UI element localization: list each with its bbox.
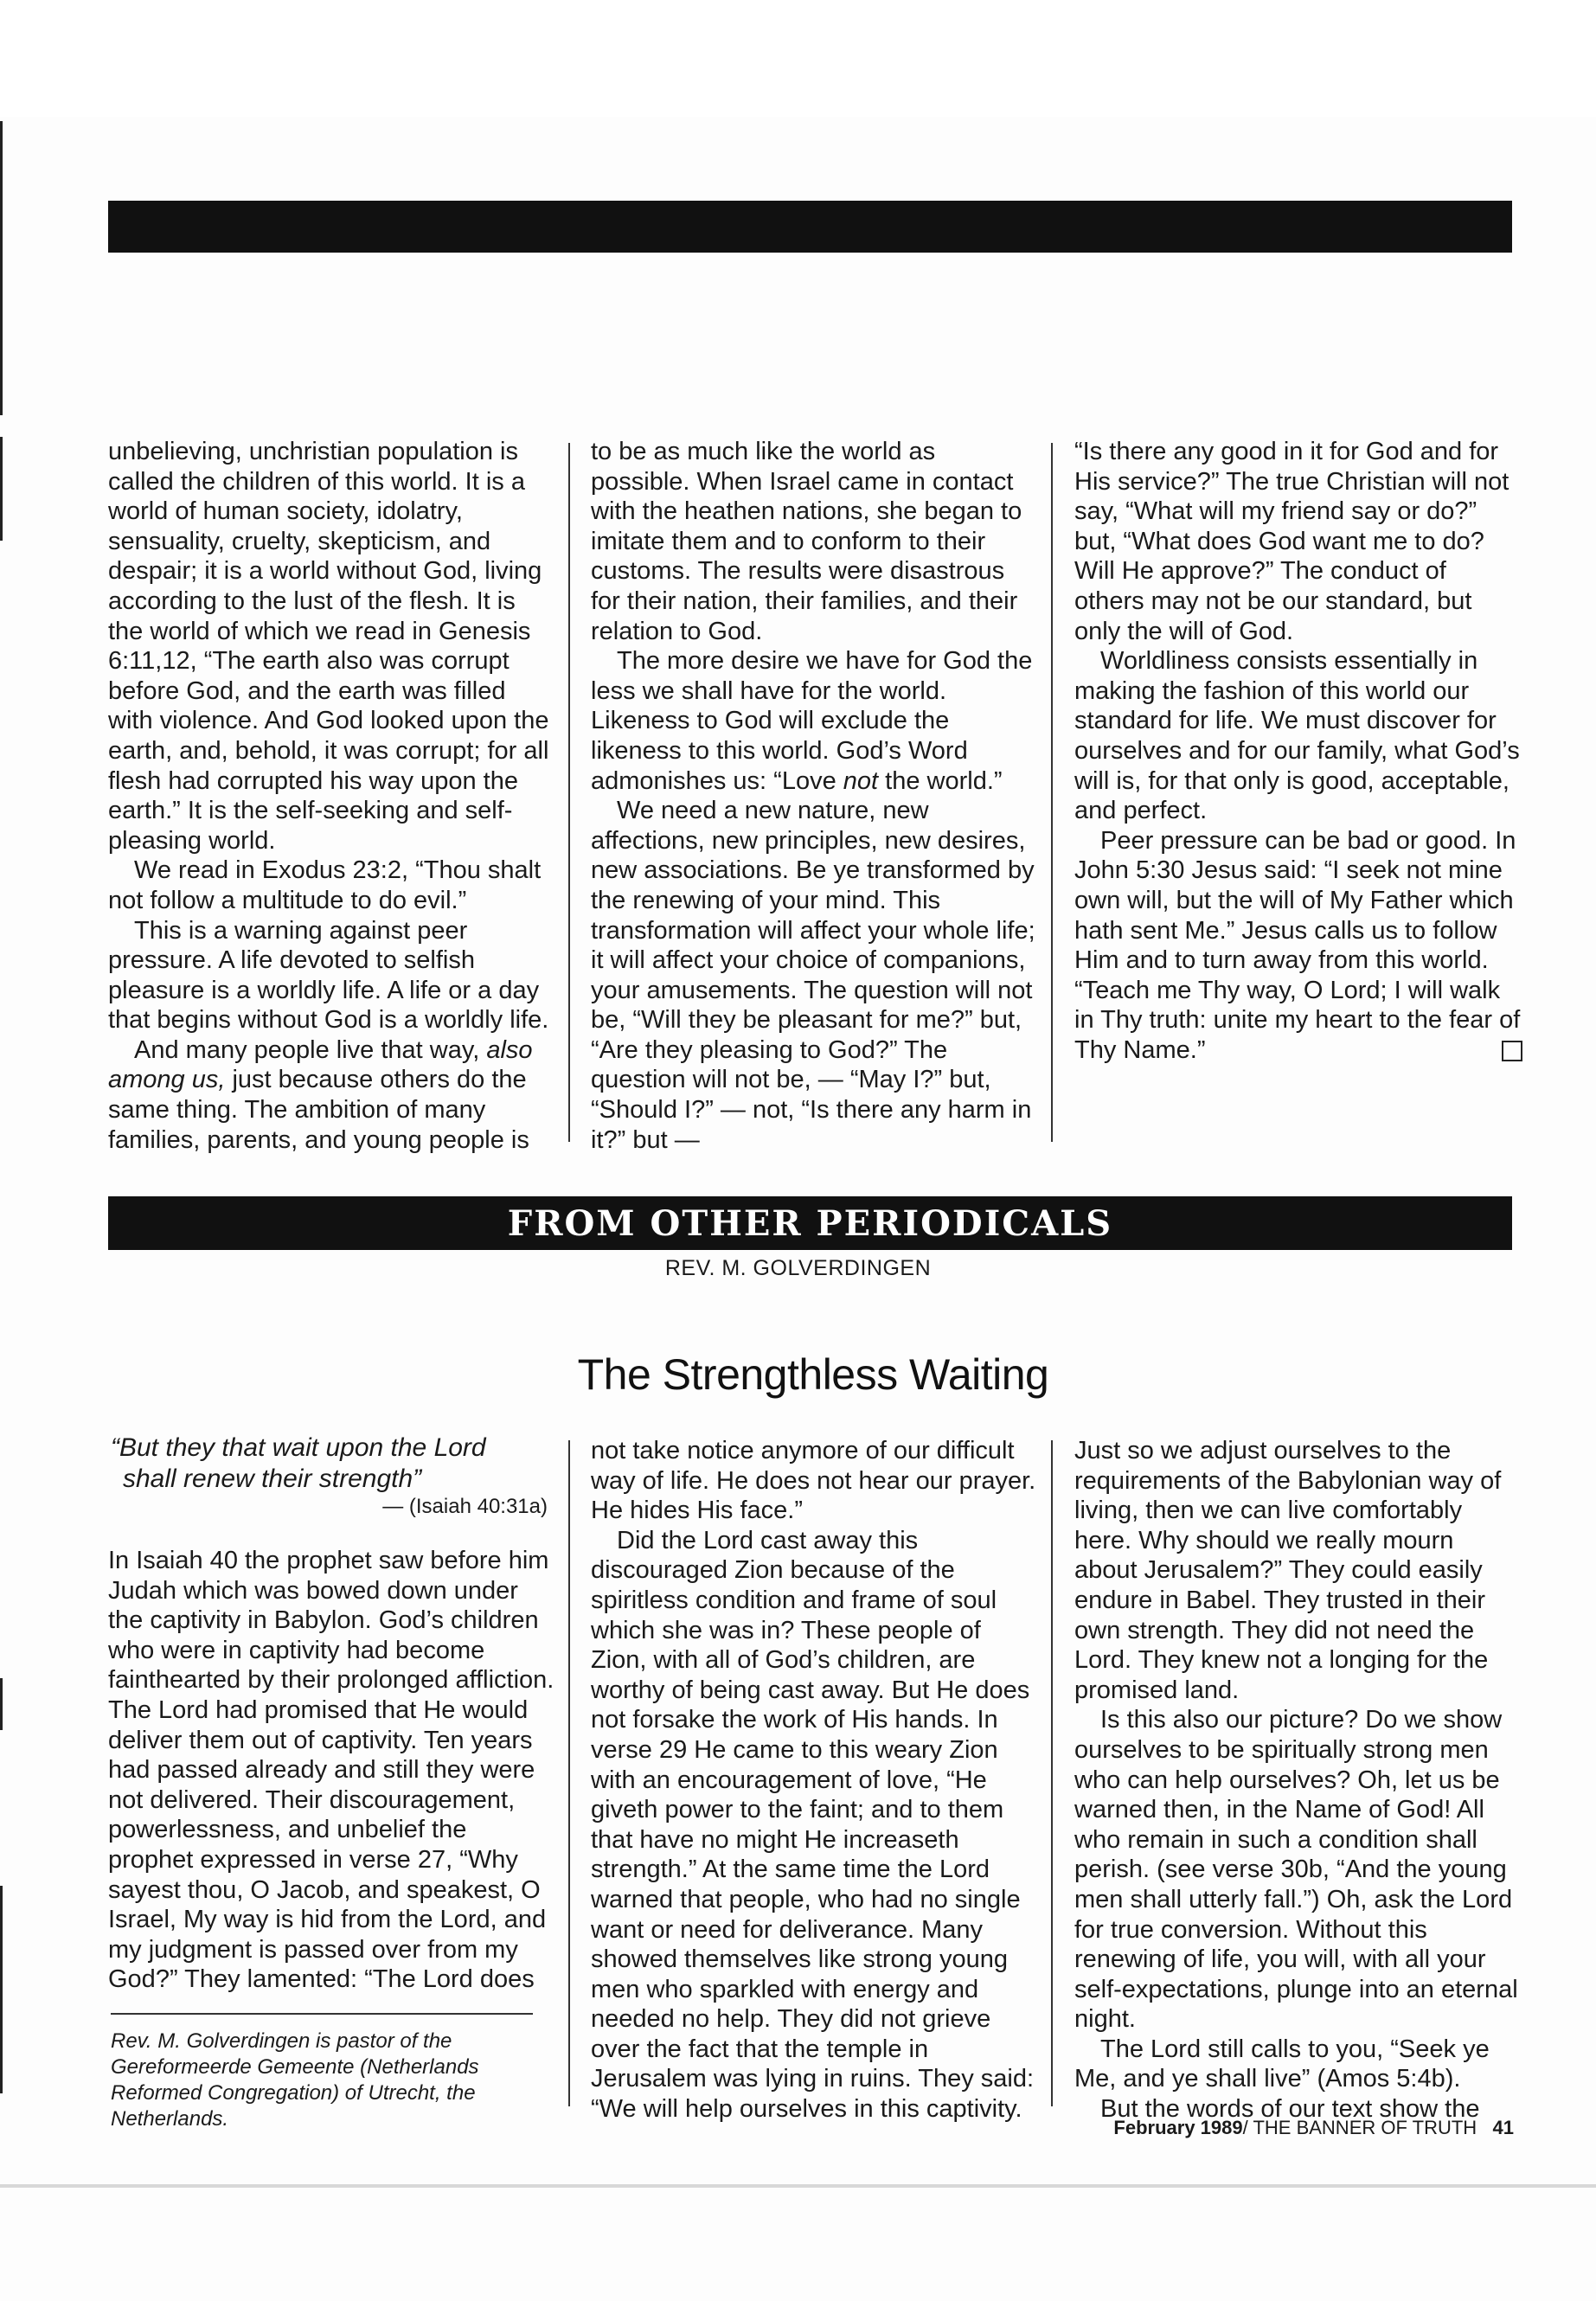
paragraph xyxy=(1074,1705,1522,2035)
page-number: 41 xyxy=(1492,2117,1514,2138)
text-run: This is a warning against peer pressure. A life devoted to selfish pleasure is a worldly life. A life or a day that begins without God is a worldly life. xyxy=(108,916,549,1035)
epigraph-line-2: shall renew their strength” xyxy=(123,1465,422,1493)
paragraph xyxy=(591,1436,1039,1526)
scan-edge-mark xyxy=(0,1678,3,1730)
column-rule xyxy=(1051,443,1053,1142)
top-column-2 xyxy=(591,437,1039,1155)
scan-edge-mark xyxy=(0,437,3,541)
italic-text: also among us, xyxy=(108,1035,533,1094)
bottom-column-1 xyxy=(108,1546,556,1995)
bottom-column-2 xyxy=(591,1436,1039,2125)
paragraph xyxy=(1074,646,1522,826)
text-run: Just so we adjust ourselves to the requirements of the Babylonian way of living, then we can live comfortably here. Why should we really mourn about Jerusalem?” They could easily endure in Babel. They trusted in their own strength. They did not need the Lord. They knew not a longing for the promised land. xyxy=(1074,1437,1502,1704)
text-run: We need a new nature, new affections, new principles, new desires, new associations. Be ye transformed by the renewing of your mind. This transformation will affect your whole life; it will affect your choice of companions, your amusements. The question will not be, “Will they be pleasant for me?” but, “Are they pleasing to God?” The question will not be, — “May I?” but, “Should I?” — not, “Is there any harm in it?” but — xyxy=(591,797,1035,1154)
bottom-column-3 xyxy=(1074,1436,1522,2125)
column-rule xyxy=(1051,1440,1053,2106)
paragraph xyxy=(108,856,556,915)
scan-edge-mark xyxy=(0,121,3,415)
paragraph xyxy=(108,916,556,1035)
top-column-3 xyxy=(1074,437,1522,1065)
header-black-bar xyxy=(108,201,1512,253)
scan-edge-mark xyxy=(0,1886,3,2093)
paragraph xyxy=(591,1526,1039,2125)
page-footer xyxy=(952,2117,1514,2139)
section-banner-title: FROM OTHER PERIODICALS xyxy=(507,1202,1113,1244)
page-bottom-edge xyxy=(0,2184,1596,2188)
paragraph xyxy=(591,796,1039,1155)
paragraph xyxy=(1074,437,1522,646)
paragraph xyxy=(108,437,556,856)
text-run: just because others do the same thing. The ambition of many families, parents, and young people is xyxy=(108,1066,529,1154)
top-margin xyxy=(0,0,1596,117)
text-run: Worldliness consists essentially in making the fashion of this world our standard for life. We must discover for ourselves and for our family, what God’s will is, for that only is good, acceptable, and perfect. xyxy=(1074,647,1520,825)
text-run: In Isaiah 40 the prophet saw before him Judah which was bowed down under the captivity in Babylon. God’s children who were in captivity had become fainthearted by their prolonged affliction. The Lord had promised that He would deliver them out of captivity. Ten years had passed already and still they were not delivered. Their discouragement, powerlessness, and unbelief the prophet expressed in verse 27, “Why sayest thou, O Jacob, and speakest, O Israel, My way is hid from the Lord, and my judgment is passed over from my God?” They lamented: “The Lord does xyxy=(108,1547,554,1994)
paragraph xyxy=(1074,2035,1522,2094)
text-run: not take notice anymore of our difficult way of life. He does not hear our prayer. He hides His face.” xyxy=(591,1437,1036,1525)
text-run: The more desire we have for God the less we shall have for the world. Likeness to God will exclude the likeness to this world. God’s Word admonishes us: “Love xyxy=(591,647,1033,795)
author-note-rule xyxy=(111,2013,533,2015)
text-run: to be as much like the world as possible. When Israel came in contact with the heathen nations, she began to imitate them and to conform to their customs. The results were disastrous for their nation, their families, and their relation to God. xyxy=(591,438,1022,645)
epigraph xyxy=(111,1433,548,1495)
text-run: And many people live that way, xyxy=(134,1035,487,1064)
end-square-icon xyxy=(1502,1041,1522,1061)
footer-date: February 1989 xyxy=(1113,2117,1243,2138)
epigraph-line-1: “But they that wait upon the Lord xyxy=(111,1433,486,1462)
end-mark-icon xyxy=(1471,1035,1522,1066)
article-headline: The Strengthless Waiting xyxy=(577,1350,1049,1399)
text-run: But the words of our text show the xyxy=(1100,2095,1480,2124)
paragraph xyxy=(1074,826,1522,1066)
author-byline: REV. M. GOLVERDINGEN xyxy=(664,1256,932,1280)
paragraph xyxy=(591,437,1039,646)
text-run: the world.” xyxy=(878,766,1003,795)
text-run: Is this also our picture? Do we show ourselves to be spiritually strong men who can help ourselves? Oh, let us be warned then, in the Name of God! All who remain in such a condition shall perish. (see verse 30b, “And the young men shall utterly fall.”) Oh, ask the Lord for true conversion. Without this renewing of life, you will, with all your self-expectations, plunge into an eternal night. xyxy=(1074,1706,1518,2034)
epigraph-reference: — (Isaiah 40:31a) xyxy=(382,1495,548,1518)
text-run: The Lord still calls to you, “Seek ye Me, and ye shall live” (Amos 5:4b). xyxy=(1074,2035,1490,2093)
paragraph xyxy=(591,646,1039,796)
footer-publication: / THE BANNER OF TRUTH xyxy=(1242,2117,1477,2138)
paragraph xyxy=(108,1546,556,1995)
paragraph xyxy=(1074,1436,1522,1705)
text-run: Did the Lord cast away this discouraged Zion because of the spiritless condition and frame of soul which she was in? These people of Zion, with all of God’s children, are worthy of being cast away. But He does not forsake the work of His hands. In verse 29 He came to this weary Zion with an encouragement of love, “He giveth power to the faint; and to them that have no might He increaseth strength.” At the same time the Lord warned that people, who had no single want or need for deliverance. Many showed themselves like strong young men who sparkled with energy and needed no help. They did not grieve over the fact that the temple in Jerusalem was lying in ruins. They said: “We will help ourselves in this captivity. xyxy=(591,1526,1035,2124)
text-run: We read in Exodus 23:2, “Thou shalt not follow a multitude to do evil.” xyxy=(108,856,542,914)
section-banner xyxy=(108,1196,1512,1250)
paragraph xyxy=(108,1035,556,1155)
top-column-1 xyxy=(108,437,556,1155)
text-run: “Is there any good in it for God and for His service?” The true Christian will not say, “What will my friend say or do?” but, “What does God want me to do? Will He approve?” The conduct of others may not be our standard, but only the will of God. xyxy=(1074,438,1509,645)
column-rule xyxy=(568,1440,570,2106)
text-run: unbelieving, unchristian population is called the children of this world. It is a world of human society, idolatry, sensuality, cruelty, skepticism, and despair; it is a world without God, living according to the lust of the flesh. It is the world of which we read in Genesis 6:11,12, “The earth also was corrupt before God, and the earth was filled with violence. And God looked upon the earth, and, behold, it was corrupt; for all flesh had corrupted his way upon the earth.” It is the self-seeking and self-pleasing world. xyxy=(108,438,549,855)
column-rule xyxy=(568,443,570,1142)
author-note: Rev. M. Golverdingen is pastor of the Gereformeerde Gemeente (Netherlands Reformed Congregation) of Utrecht, the Netherlands. xyxy=(111,2029,479,2131)
text-run: Peer pressure can be bad or good. In John 5:30 Jesus said: “I seek not mine own will, but the will of My Father which hath sent Me.” Jesus calls us to follow Him and to turn away from this world. “Teach me Thy way, O Lord; I will walk in Thy truth: unite my heart to the fear of Thy Name.” xyxy=(1074,826,1521,1064)
italic-text: not xyxy=(843,766,879,795)
